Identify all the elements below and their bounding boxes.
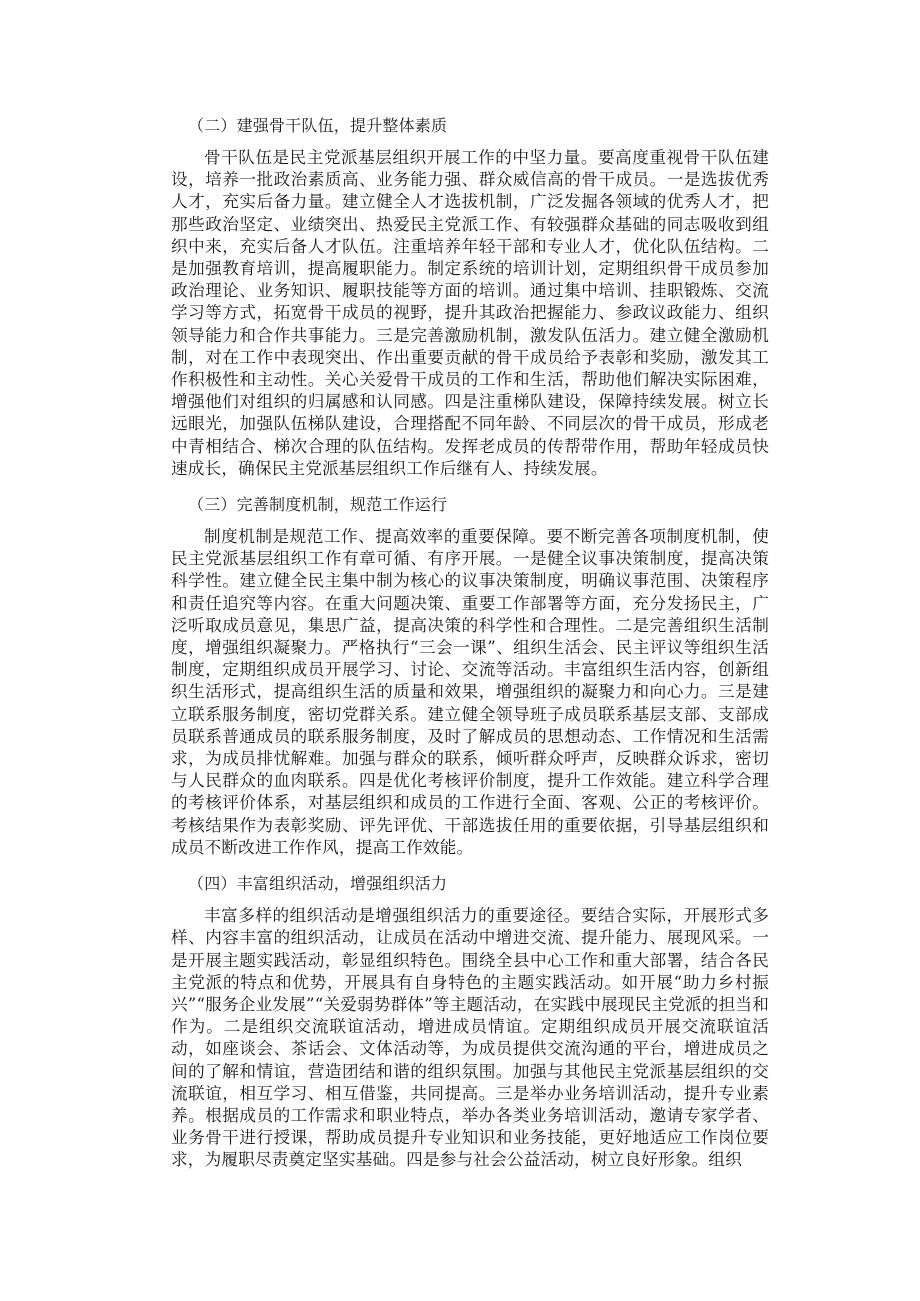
section-heading: （三）完善制度机制，规范工作运行 bbox=[188, 495, 448, 515]
section-paragraph: 骨干队伍是民主党派基层组织开展工作的中坚力量。要高度重视骨干队伍建设，培养一批政治素质高、业务能力强、群众威信高的骨干成员。一是选拔优秀人才，充实后备力量。建立健全人才选拔机制，广泛发掘各领域的优秀人才，把那些政治坚定、业绩突出、热爱民主党派工作、有较强群众基础的同志吸收到组织中来，充实后备人才队伍。注重培养年轻干部和专业人才，优化队伍结构。二是加强教育培训，提高履职能力。制定系统的培训计划，定期组织骨干成员参加政治理论、业务知识、履职技能等方面的培训。通过集中培训、挂职锻炼、交流学习等方式，拓宽骨干成员的视野，提升其政治把握能力、参政议政能力、组织领导能力和合作共事能力。三是完善激励机制，激发队伍活力。建立健全激励机制，对在工作中表现突出、作出重要贡献的骨干成员给予表彰和奖励，激发其工作积极性和主动性。关心关爱骨干成员的工作和生活，帮助他们解决实际困难，增强他们对组织的归属感和认同感。四是注重梯队建设，保障持续发展。树立长远眼光，加强队伍梯队建设，合理搭配不同年龄、不同层次的骨干成员，形成老中青相结合、梯次合理的队伍结构。发挥老成员的传帮带作用，帮助年轻成员快速成长，确保民主党派基层组织工作后继有人、持续发展。 bbox=[171, 148, 769, 478]
section-4 bbox=[171, 866, 769, 1171]
section-3 bbox=[171, 487, 769, 859]
section-heading: （四）丰富组织活动，增强组织活力 bbox=[188, 874, 448, 894]
section-paragraph: 丰富多样的组织活动是增强组织活力的重要途径。要结合实际，开展形式多样、内容丰富的组织活动，让成员在活动中增进交流、提升能力、展现风采。一是开展主题实践活动，彰显组织特色。围绕全县中心工作和重大部署，结合各民主党派的特点和优势，开展具有自身特色的主题实践活动。如开展“助力乡村振兴”“服务企业发展”“关爱弱势群体”等主题活动，在实践中展现民主党派的担当和作为。二是组织交流联谊活动，增进成员情谊。定期组织成员开展交流联谊活动，如座谈会、茶话会、文体活动等，为成员提供交流沟通的平台，增进成员之间的了解和情谊，营造团结和谐的组织氛围。加强与其他民主党派基层组织的交流联谊，相互学习、相互借鉴，共同提高。三是举办业务培训活动，提升专业素养。根据成员的工作需求和职业特点，举办各类业务培训活动，邀请专家学者、业务骨干进行授课，帮助成员提升专业知识和业务技能，更好地适应工作岗位要求，为履职尽责奠定坚实基础。四是参与社会公益活动，树立良好形象。组织 bbox=[171, 906, 769, 1170]
section-2 bbox=[171, 108, 769, 480]
section-heading: （二）建强骨干队伍，提升整体素质 bbox=[188, 116, 448, 135]
document-page bbox=[171, 108, 769, 1179]
section-paragraph: 制度机制是规范工作、提高效率的重要保障。要不断完善各项制度机制，使民主党派基层组织工作有章可循、有序开展。一是健全议事决策制度，提高决策科学性。建立健全民主集中制为核心的议事决策制度，明确议事范围、决策程序和责任追究等内容。在重大问题决策、重要工作部署等方面，充分发扬民主，广泛听取成员意见，集思广益，提高决策的科学性和合理性。二是完善组织生活制度，增强组织凝聚力。严格执行“三会一课”、组织生活会、民主评议等组织生活制度，定期组织成员开展学习、讨论、交流等活动。丰富组织生活内容，创新组织生活形式，提高组织生活的质量和效果，增强组织的凝聚力和向心力。三是建立联系服务制度，密切党群关系。建立健全领导班子成员联系基层支部、支部成员联系普通成员的联系服务制度，及时了解成员的思想动态、工作情况和生活需求，为成员排忧解难。加强与群众的联系，倾听群众呼声，反映群众诉求，密切与人民群众的血肉联系。四是优化考核评价制度，提升工作效能。建立科学合理的考核评价体系，对基层组织和成员的工作进行全面、客观、公正的考核评价。考核结果作为表彰奖励、评先评优、干部选拔任用的重要依据，引导基层组织和成员不断改进工作作风，提高工作效能。 bbox=[171, 527, 769, 857]
